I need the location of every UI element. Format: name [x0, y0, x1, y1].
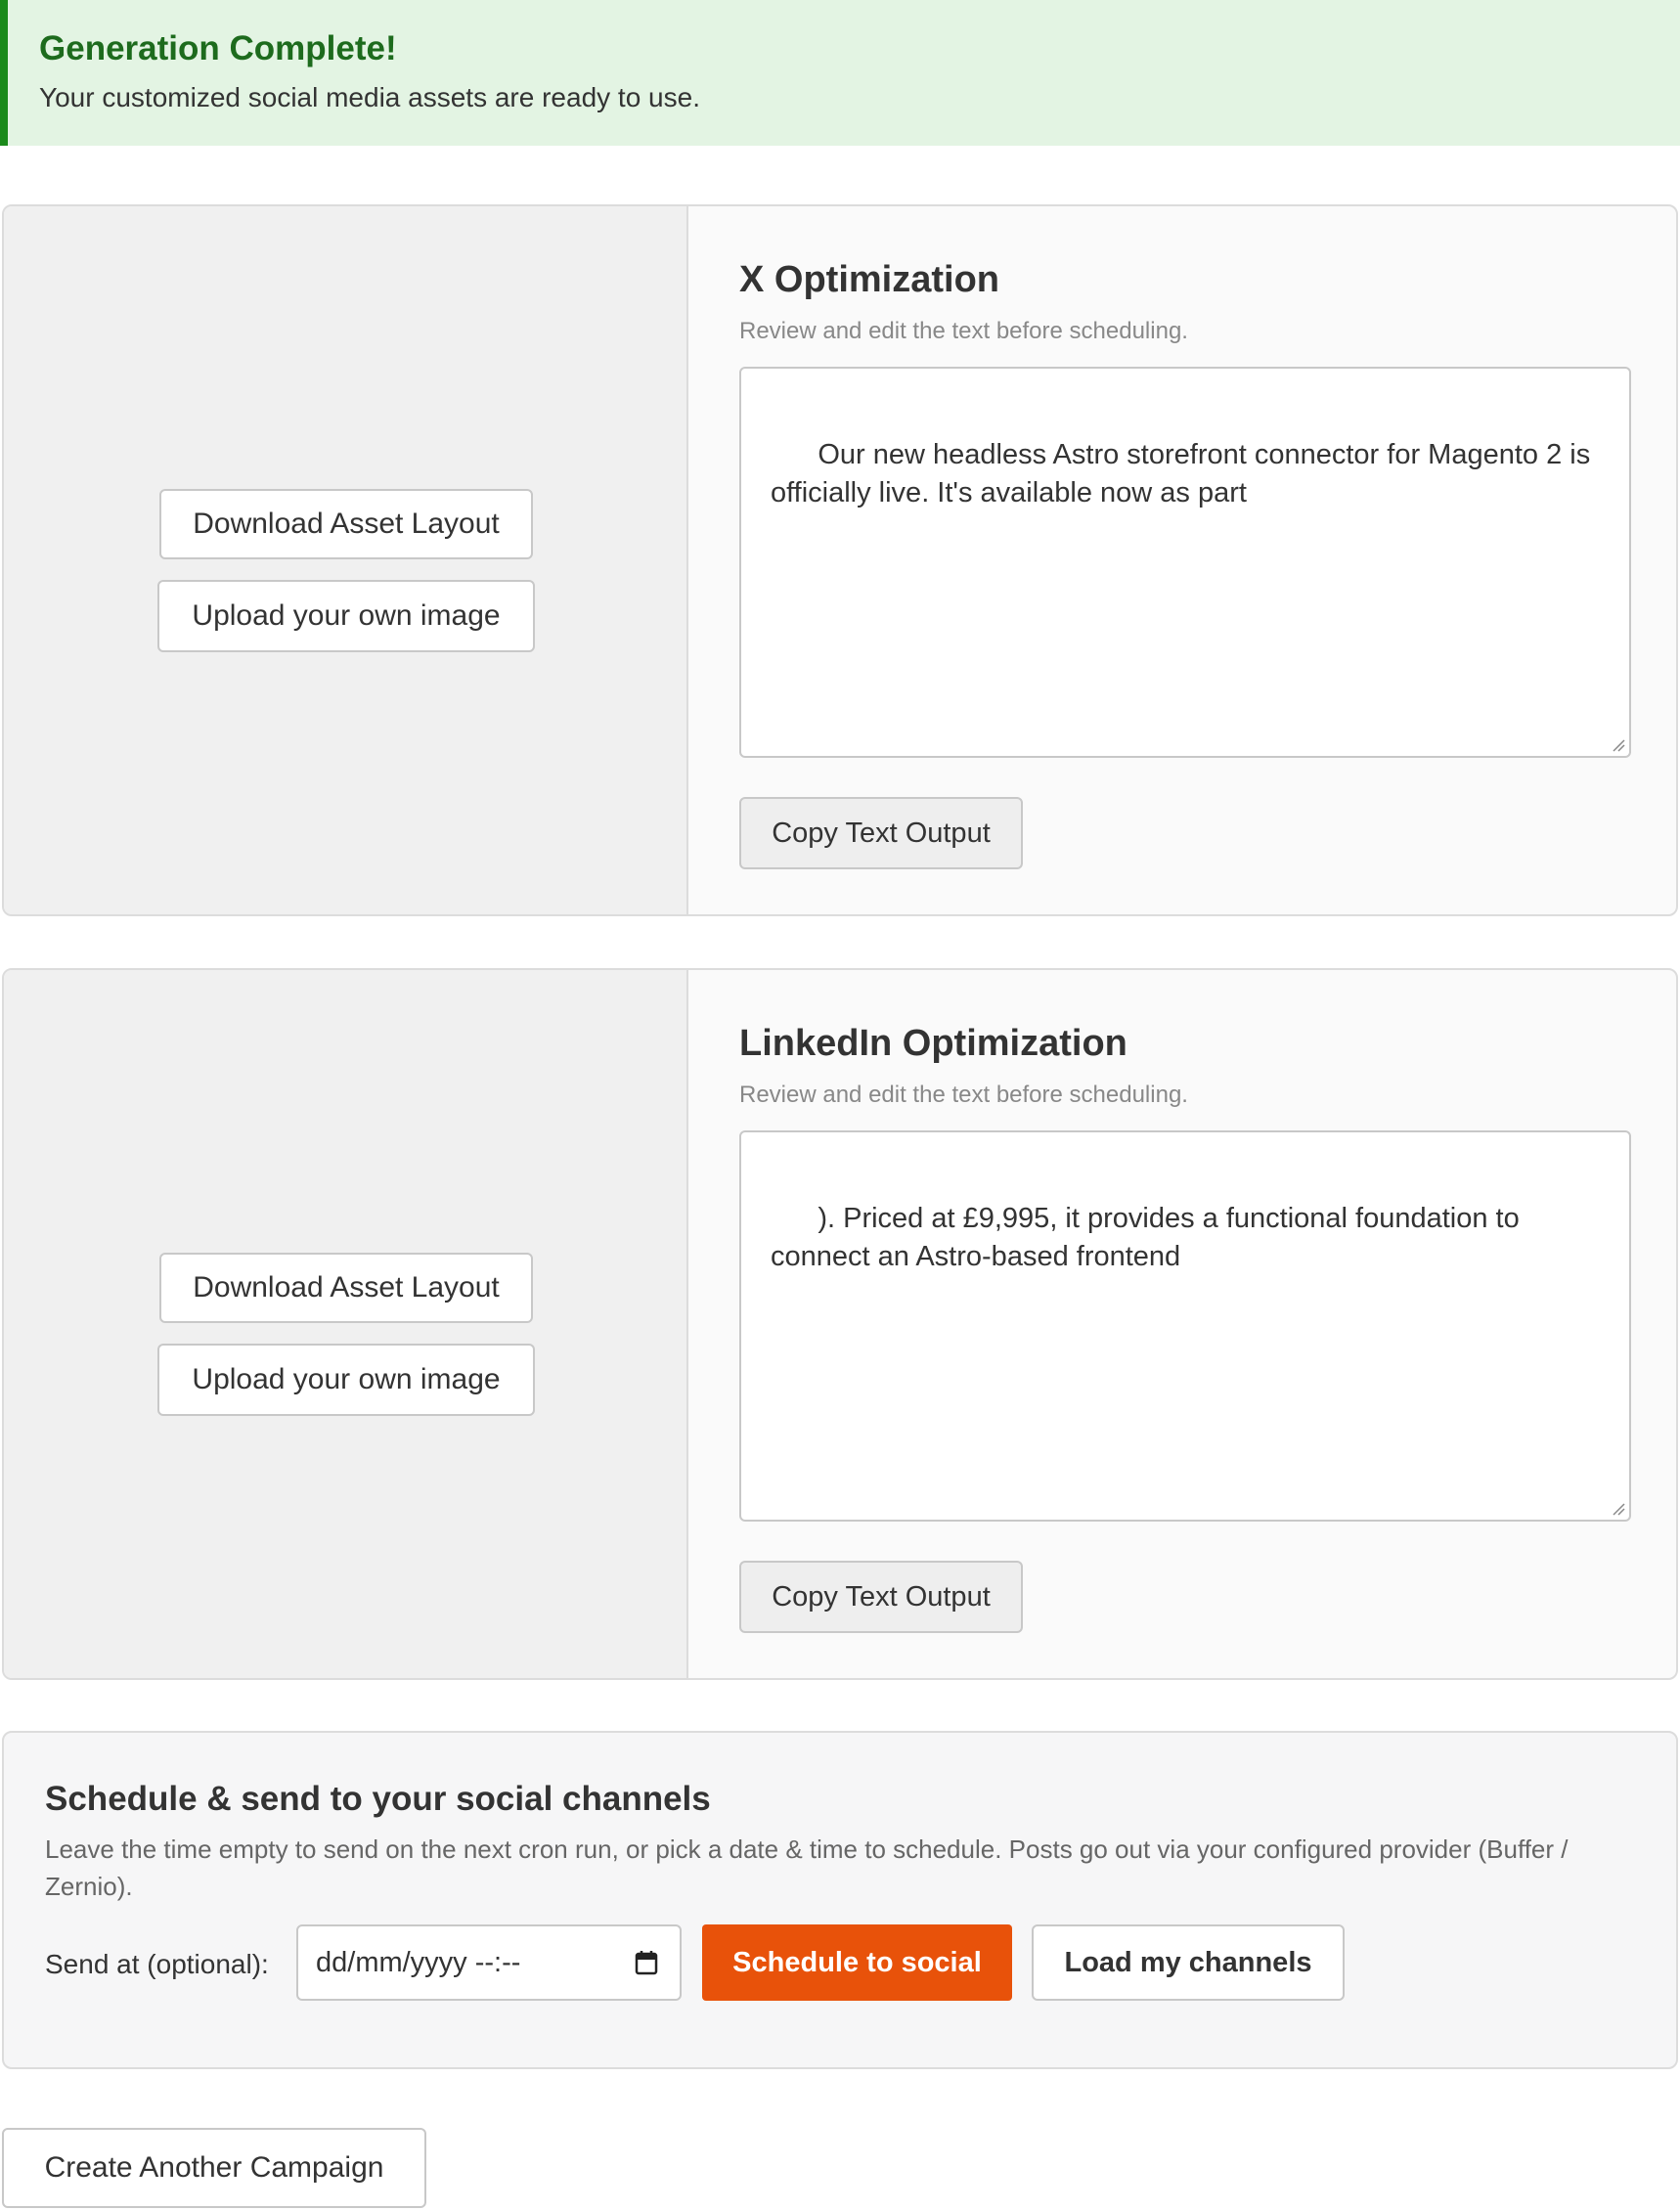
resize-grip-icon[interactable]: [1610, 1500, 1625, 1516]
calendar-icon[interactable]: [635, 1950, 658, 1975]
banner-title: Generation Complete!: [39, 29, 397, 67]
send-at-label: Send at (optional):: [45, 1949, 269, 1979]
upload-image-button[interactable]: Upload your own image: [157, 580, 535, 652]
upload-image-button[interactable]: Upload your own image: [157, 1344, 535, 1416]
post-text: ). Priced at £9,995, it provides a functional foundation to connect an Astro-based frontend: [771, 1203, 1527, 1272]
platform-card-x: [2, 204, 1678, 916]
send-at-datetime-input[interactable]: [296, 1924, 682, 2001]
copy-text-button[interactable]: Copy Text Output: [739, 1561, 1023, 1633]
text-panel: [688, 206, 1676, 914]
schedule-title: Schedule & send to your social channels: [45, 1780, 711, 1818]
resize-grip-icon[interactable]: [1610, 736, 1625, 752]
schedule-to-social-button[interactable]: Schedule to social: [702, 1924, 1012, 2001]
download-asset-layout-button[interactable]: Download Asset Layout: [159, 489, 533, 559]
banner-message: Your customized social media assets are ready to use.: [39, 82, 700, 112]
post-text-area[interactable]: [739, 1130, 1631, 1522]
asset-preview-panel: [4, 206, 688, 914]
card-title: X Optimization: [739, 259, 999, 300]
card-subtitle: Review and edit the text before scheduling.: [739, 318, 1188, 344]
card-title: LinkedIn Optimization: [739, 1023, 1127, 1064]
download-asset-layout-button[interactable]: Download Asset Layout: [159, 1253, 533, 1323]
asset-preview-panel: [4, 970, 688, 1678]
platform-card-linkedin: [2, 968, 1678, 1680]
load-channels-button[interactable]: Load my channels: [1032, 1924, 1345, 2001]
card-subtitle: Review and edit the text before scheduling.: [739, 1082, 1188, 1108]
schedule-description: Leave the time empty to send on the next cron run, or pick a date & time to schedule. Posts go out via your configured provider (Buffer / Zernio).: [45, 1834, 1569, 1901]
success-banner: [0, 0, 1680, 146]
copy-text-button[interactable]: Copy Text Output: [739, 797, 1023, 869]
post-text: Our new headless Astro storefront connector for Magento 2 is officially live. It's available now as part: [771, 439, 1599, 508]
text-panel: [688, 970, 1676, 1678]
schedule-panel: [2, 1731, 1678, 2069]
post-text-area[interactable]: [739, 367, 1631, 758]
create-another-campaign-button[interactable]: Create Another Campaign: [2, 2128, 426, 2208]
datetime-placeholder: dd/mm/yyyy --:--: [316, 1947, 521, 1978]
